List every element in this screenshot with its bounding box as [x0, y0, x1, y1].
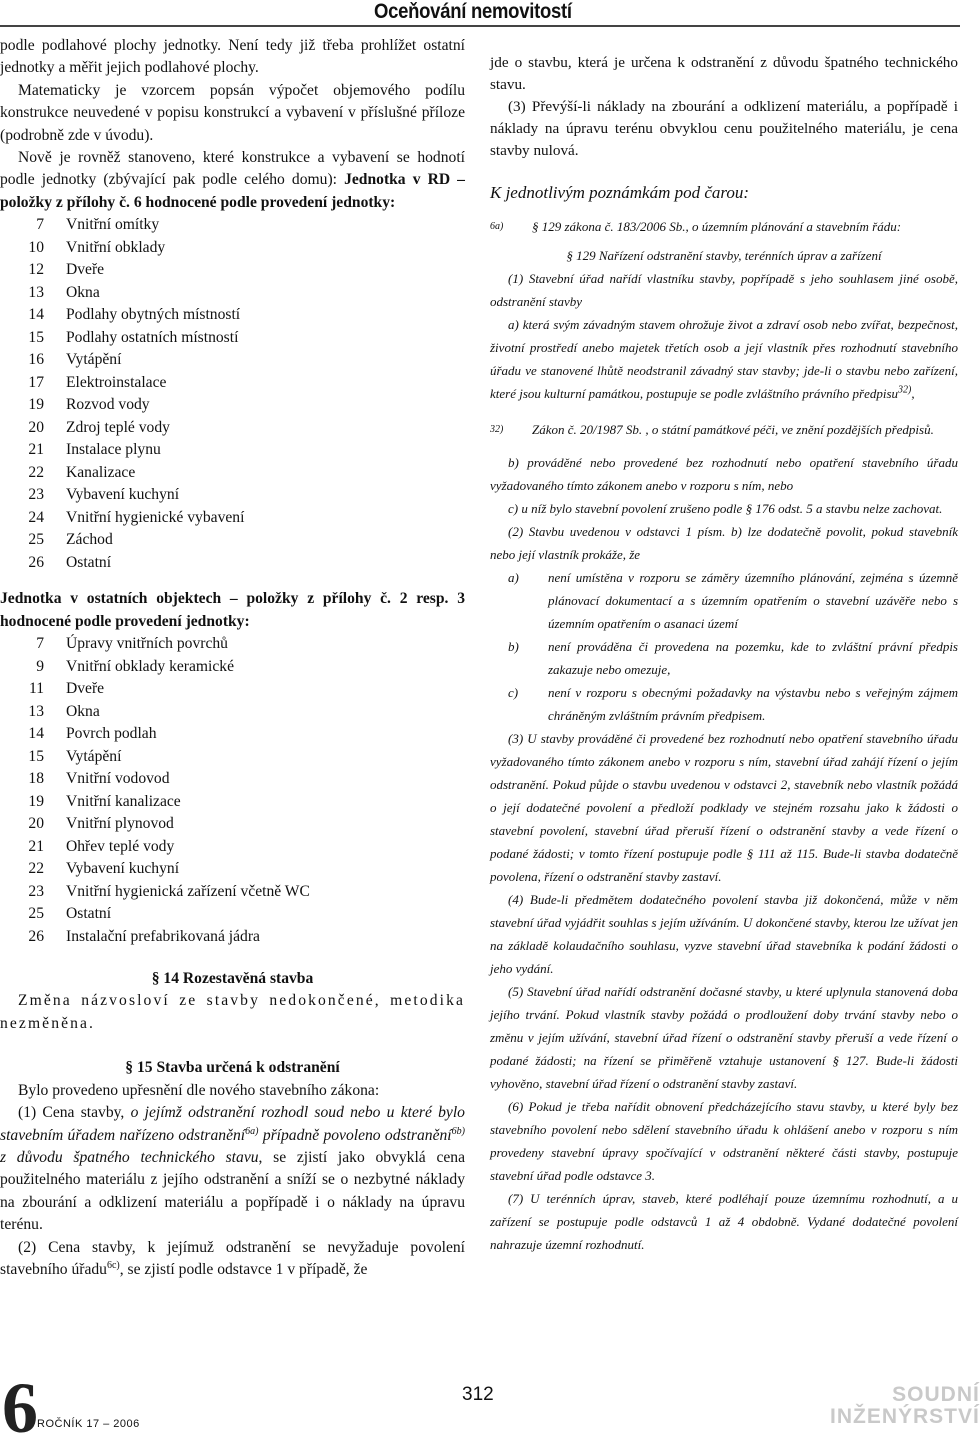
list-item: [0, 259, 465, 282]
list-item: [0, 552, 465, 575]
item-list-other: [0, 633, 465, 948]
item-label: Instalační prefabrikovaná jádra: [66, 927, 260, 945]
list-item: [0, 881, 465, 904]
paragraph-text: Nově je rovněž stanoveno, které konstrukce a vybavení se hodnotí podle jednotky (zbývající pak podle celého domu):: [0, 149, 465, 189]
paragraph-bold: Jednotka v RD – položky z přílohy č. 6 hodnocené podle provedení jednotky:: [0, 171, 465, 211]
text-italic: o jejímž odstranění rozhodl soud nebo u které bylo stavebním úřadem nařízeno odstranění: [0, 1104, 465, 1144]
item-label: Instalace plynu: [66, 441, 161, 459]
footnote-6a: [490, 216, 958, 238]
list-item: [0, 858, 465, 881]
item-label: Vnitřní omítky: [66, 216, 160, 234]
item-label: Vnitřní hygienická zařízení včetně WC: [66, 882, 310, 900]
journal-logo-line: INŽENÝRSTVÍ: [830, 1405, 980, 1428]
item-label: Dveře: [66, 680, 105, 698]
law-item: [490, 681, 958, 727]
list-item: [0, 394, 465, 417]
paragraph: (3) Převýší-li náklady na zbourání a odklizení materiálu, a popřípadě i náklady na úpravu terénu obvyklou cenu použitelného materiálu, je cena stavby nulová.: [490, 98, 958, 159]
item-number: 19: [28, 396, 44, 414]
footnote-32: [490, 419, 958, 441]
list-item: [0, 701, 465, 724]
paragraph: Matematicky je vzorcem popsán výpočet objemového podílu konstrukce neuvedené v popisu konstrukcí a vybavení v příslušné příloze (podrobně zde v úvodu).: [0, 81, 465, 144]
item-label: Povrch podlah: [66, 725, 157, 743]
list-item: [0, 507, 465, 530]
text: , se zjistí podle odstavce 1 v případě, že: [119, 1260, 368, 1278]
law-item-text: není prováděna či provedena na pozemku, kde to zvláštní právní předpis zakazuje nebo omezuje,: [548, 639, 958, 677]
law-paragraph: c) u níž bylo stavební povolení zrušeno podle § 176 odst. 5 a stavbu nelze zachovat.: [508, 501, 943, 516]
volume-year: ROČNÍK 17 – 2006: [37, 1418, 140, 1430]
item-label: Vybavení kuchyní: [66, 486, 180, 504]
list-item: [0, 349, 465, 372]
item-number: 15: [28, 747, 44, 765]
item-label: Vnitřní hygienické vybavení: [66, 508, 245, 526]
list-item: [0, 282, 465, 305]
item-number: 13: [28, 702, 44, 720]
header-rule: [0, 25, 960, 27]
list-item: [0, 746, 465, 769]
text: (1) Cena stavby,: [18, 1104, 131, 1122]
list-item: [0, 237, 465, 260]
item-label: Záchod: [66, 531, 113, 549]
law-paragraph: (6) Pokud je třeba nařídit obnovení předcházejícího stavu stavby, u které byly bez stavebního povolení nebo sdělení stavebního úřadu k ohlášení anebo v rozporu s ním provedeny stavební úpravy spočívající v odstranění některé části stavby, postupuje stavební úřad podle odstavce 3.: [490, 1099, 958, 1183]
list-item: [0, 813, 465, 836]
law-paragraph: (5) Stavební úřad nařídí odstranění dočasné stavby, u které uplynula stanovená doba jejího trvání. Pokud vlastník stavby požádá o prodloužení doby trvání stavby nebo o změnu v jejím užívání, stavební úřad řízení o odstranění stavby přeruší a vede řízení o podané žádosti; na řízení se přiměřeně vztahuje ustanovení § 127. Bude-li žádosti vyhověno, stavební úřad řízení o odstranění stavby zastaví.: [490, 984, 958, 1091]
item-number: 25: [28, 531, 44, 549]
section-heading-14: § 14 Rozestavěná stavba: [151, 970, 314, 988]
item-label: Rozvod vody: [66, 396, 150, 414]
item-label: Elektroinstalace: [66, 373, 167, 391]
item-number: 21: [28, 837, 44, 855]
item-label: Vnitřní obklady: [66, 238, 166, 256]
item-label: Vnitřní kanalizace: [66, 792, 181, 810]
item-label: Vytápění: [66, 747, 122, 765]
item-label: Ohřev teplé vody: [66, 837, 175, 855]
item-label: Vnitřní vodovod: [66, 770, 170, 788]
footnote-ref: 32): [898, 384, 912, 396]
item-label: Kanalizace: [66, 463, 136, 481]
paragraph: [0, 1237, 465, 1282]
item-number: 18: [28, 770, 44, 788]
item-number: 17: [28, 373, 44, 391]
item-label: Podlahy ostatních místností: [66, 328, 239, 346]
list-item: [0, 304, 465, 327]
list-item: [0, 417, 465, 440]
text: (2) Cena stavby, k jejímuž odstranění se nevyžaduje povolení stavebního úřadu: [0, 1238, 465, 1278]
law-paragraph: (7) U terénních úprav, staveb, které podléhají pouze územnímu rozhodnutí, a u zařízení se postupuje podle odstavců 1 až 4 obdobně. Vydané dodatečné povolení nahrazuje územní rozhodnutí.: [490, 1191, 958, 1252]
list-item: [0, 372, 465, 395]
footnote-text: § 129 zákona č. 183/2006 Sb., o územním plánování a stavebním řádu:: [532, 219, 902, 234]
journal-logo-line: SOUDNÍ: [892, 1383, 980, 1406]
law-paragraph: (2) Stavbu uvedenou v odstavci 1 písm. b) lze dodatečně povolit, pokud stavebník nebo její vlastník prokáže, že: [490, 524, 958, 562]
item-label: Zdroj teplé vody: [66, 418, 170, 436]
item-label: Okna: [66, 283, 100, 301]
item-number: 22: [28, 463, 44, 481]
list-item: [0, 723, 465, 746]
law-item: [490, 635, 958, 681]
paragraph: podle podlahové plochy jednotky. Není tedy již třeba prohlížet ostatní jednotky a měřit jejich podlahové plochy.: [0, 37, 465, 77]
footnote-ref: 6c): [106, 1259, 120, 1271]
left-column: [0, 35, 465, 1281]
page-number: 312: [462, 1384, 494, 1405]
item-number: 10: [28, 238, 44, 256]
item-number: 26: [28, 927, 44, 945]
item-number: 7: [36, 216, 44, 234]
item-number: 16: [28, 351, 44, 369]
list-item: [0, 903, 465, 926]
list-item: [0, 484, 465, 507]
footnotes-heading: K jednotlivým poznámkám pod čarou:: [490, 183, 750, 202]
list-item: [0, 439, 465, 462]
list-item: [0, 678, 465, 701]
list-item: [0, 836, 465, 859]
item-number: 22: [28, 860, 44, 878]
journal-logo: [830, 1384, 980, 1428]
journal-section-title: Oceňování nemovitostí: [374, 0, 572, 23]
list-item: [0, 633, 465, 656]
item-number: 23: [28, 882, 44, 900]
item-label: Ostatní: [66, 905, 112, 923]
item-number: 14: [28, 306, 44, 324]
paragraph: Změna názvosloví ze stavby nedokončené, metodika nezměněna.: [0, 992, 465, 1032]
section-heading-15: § 15 Stavba určená k odstranění: [125, 1059, 340, 1077]
law-item-text: není v rozporu s obecnými požadavky na výstavbu nebo s veřejným zájmem chráněným zvláštním právním předpisem.: [548, 685, 958, 723]
law-item-marker: c): [508, 685, 519, 700]
list-item: [0, 768, 465, 791]
item-number: 15: [28, 328, 44, 346]
item-label: Okna: [66, 702, 100, 720]
item-number: 20: [28, 418, 44, 436]
footnote-ref: 6b): [451, 1125, 465, 1137]
item-list-rd: [0, 214, 465, 574]
law-item: [490, 566, 958, 635]
law-item-list: [490, 566, 958, 727]
law-paragraph: (4) Bude-li předmětem dodatečného povolení stavba již dokončená, může v něm stavební úřad vyjádřit souhlas s jejím užíváním. U dokončené stavby, kterou lze užívat jen na základě kolaudačního souhlasu, vyzve stavební úřad stavebníka k podání žádosti o jeho vydání.: [490, 892, 958, 976]
item-number: 23: [28, 486, 44, 504]
item-label: Podlahy obytných místností: [66, 306, 241, 324]
item-number: 13: [28, 283, 44, 301]
text-italic: z důvodu špatného technického stavu: [0, 1148, 259, 1166]
law-paragraph: (1) Stavební úřad nařídí vlastníku stavby, popřípadě s jeho souhlasem jiné osobě, odstranění stavby: [490, 271, 958, 309]
item-label: Vybavení kuchyní: [66, 860, 180, 878]
item-number: 24: [28, 508, 44, 526]
item-label: Vytápění: [66, 351, 122, 369]
item-label: Vnitřní obklady keramické: [66, 657, 235, 675]
item-number: 19: [28, 792, 44, 810]
item-number: 20: [28, 815, 44, 833]
paragraph: [0, 1102, 465, 1236]
issue-number-logo: 6: [2, 1368, 38, 1448]
list-item: [0, 791, 465, 814]
footnote-ref: 6a): [245, 1125, 259, 1137]
paragraph-bold: Jednotka v ostatních objektech – položky z přílohy č. 2 resp. 3 hodnocené podle provedení jednotky:: [0, 590, 465, 630]
list-item: [0, 462, 465, 485]
paragraph: jde o stavbu, která je určena k odstranění z důvodu špatného technického stavu.: [490, 54, 958, 93]
paragraph: [0, 147, 465, 214]
text-italic: případně povoleno odstranění: [258, 1126, 452, 1144]
law-section-title: § 129 Nařízení odstranění stavby, terénních úprav a zařízení: [566, 248, 882, 263]
item-number: 25: [28, 905, 44, 923]
item-number: 14: [28, 725, 44, 743]
item-number: 7: [36, 635, 44, 653]
list-item: [0, 327, 465, 350]
item-number: 26: [28, 553, 44, 571]
list-item: [0, 214, 465, 237]
item-label: Dveře: [66, 261, 105, 279]
text: , se zjistí jako obvyklá cena použitelného materiálu z jejího odstranění a sníží se o nezbytné náklady na zbourání a odklizení materiálu a popřípadě i o náklady na úpravu terénu.: [0, 1148, 465, 1234]
footnote-marker: 6a): [490, 221, 504, 232]
item-number: 21: [28, 441, 44, 459]
list-item: [0, 529, 465, 552]
law-paragraph: (3) U stavby prováděné či provedené bez rozhodnutí nebo opatření stavebního úřadu vyžadovaného tímto zákonem anebo v rozporu s ním, stavební úřad zahájí řízení o jejím odstranění. Pokud půjde o stavbu uvedenou v odstavci 2, stavebník nebo vlastník požádá o její dodatečné povolení a předloží podklady ve stejném rozsahu jako k žádosti o stavební povolení, stavební úřad přeruší řízení o odstranění stavby a vede řízení o podané žádosti; v tomto řízení postupuje podle § 111 až 115. Bude-li stavba dodatečně povolena, řízení o odstranění stavby zastaví.: [490, 731, 958, 884]
law-item-marker: b): [508, 639, 519, 654]
footnote-marker: 32): [490, 424, 504, 435]
law-item-text: není umístěna v rozporu se záměry územního plánování, zejména s územně plánovací dokumentací a s územním opatřením o stavební uzávěře nebo s územním opatřením o asanaci území: [548, 570, 958, 631]
item-label: Ostatní: [66, 553, 112, 571]
item-number: 11: [28, 680, 44, 698]
item-label: Vnitřní plynovod: [66, 815, 174, 833]
paragraph: Bylo provedeno upřesnění dle nového stavebního zákona:: [18, 1081, 380, 1099]
list-item: [0, 656, 465, 679]
text: a) která svým závadným stavem ohrožuje život a zdraví osob nebo zvířat, bezpečnost, životní prostředí anebo majetek třetích osob a její vlastník přes rozhodnutí stavebního úřadu ve stanovené lhůtě neodstranil závadný stav stavby; jde-li o stavbu nebo zařízení, které jsou kulturní památkou, postupuje se podle zvláštního právního předpisu: [490, 317, 958, 401]
item-number: 12: [28, 261, 44, 279]
text: ,: [911, 386, 915, 401]
list-item: [0, 926, 465, 949]
law-item-marker: a): [508, 570, 519, 585]
footnote-text: Zákon č. 20/1987 Sb. , o státní památkové péči, ve znění pozdějších předpisů.: [532, 422, 934, 437]
item-number: 9: [36, 657, 44, 675]
law-paragraph: [490, 313, 958, 405]
law-paragraph: b) prováděné nebo provedené bez rozhodnutí nebo opatření stavebního úřadu vyžadovaného tímto zákonem anebo v rozporu s ním, nebo: [490, 455, 958, 493]
item-label: Úpravy vnitřních povrchů: [66, 635, 228, 653]
right-column: [490, 52, 958, 1256]
